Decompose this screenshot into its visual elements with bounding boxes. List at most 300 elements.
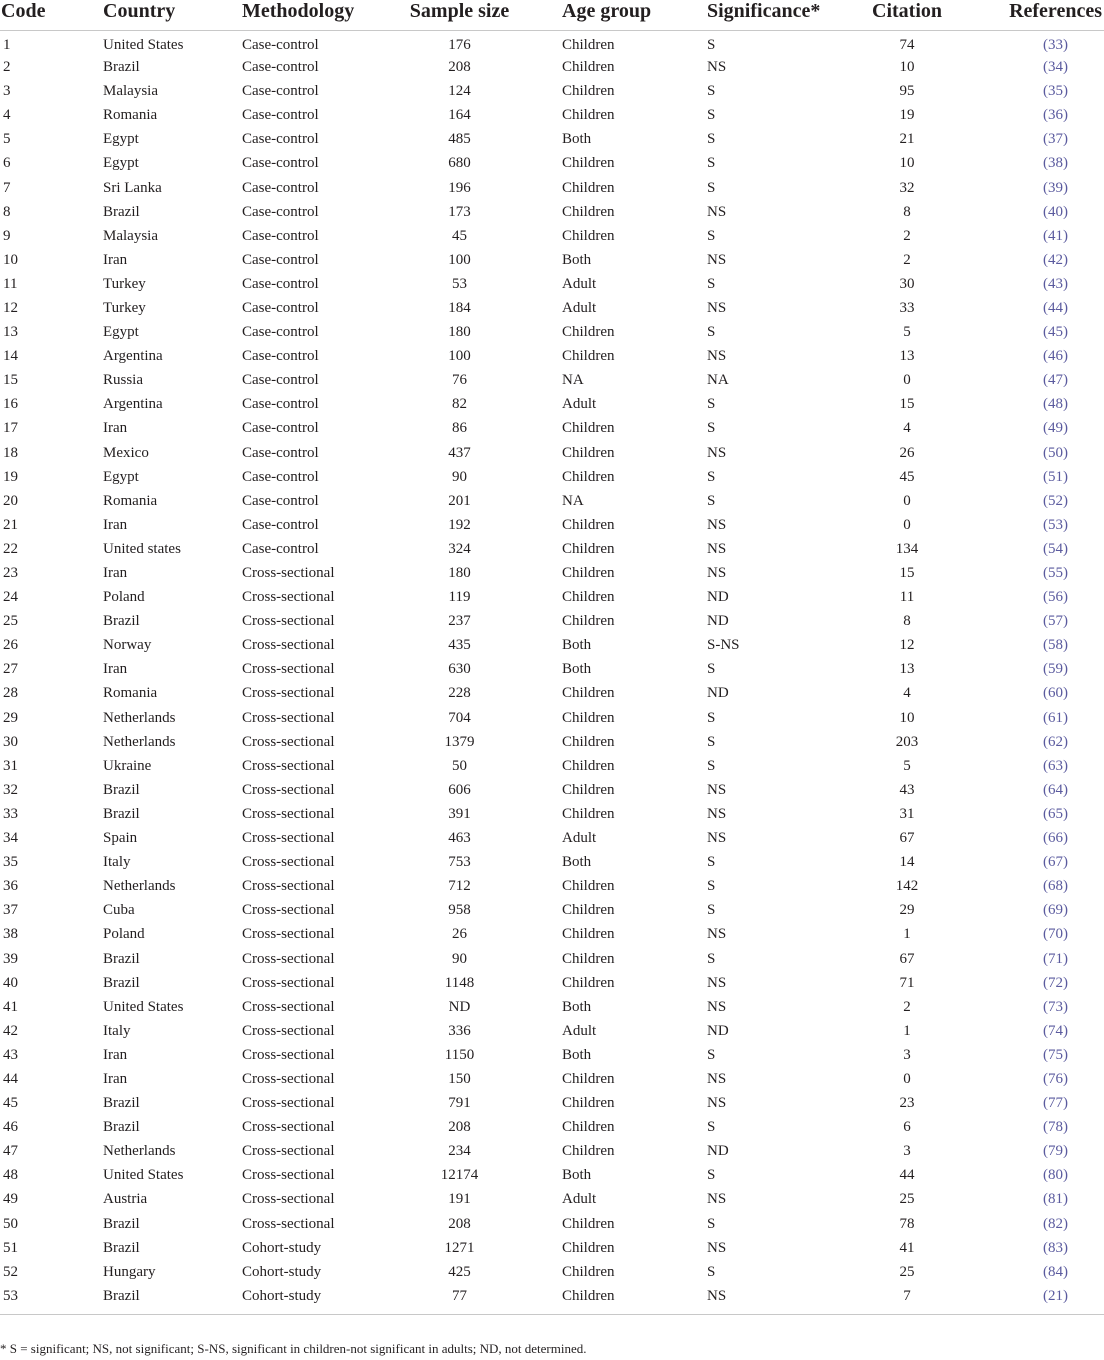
cell-country: Cuba (103, 902, 135, 919)
cell-code: 52 (3, 1263, 18, 1280)
cell-reference-link[interactable]: (56) (1043, 589, 1068, 606)
cell-country: United States (103, 37, 184, 53)
cell-age-group: NA (562, 372, 584, 389)
cell-significance: S (707, 83, 716, 100)
table-row (0, 585, 1104, 609)
cell-methodology: Cross-sectional (242, 974, 335, 991)
cell-methodology: Case-control (242, 324, 319, 341)
cell-reference-link[interactable]: (66) (1043, 830, 1068, 847)
table-row (0, 151, 1104, 175)
cell-code: 44 (3, 1070, 18, 1087)
cell-country: Poland (103, 926, 145, 943)
cell-age-group: Children (562, 1239, 615, 1256)
cell-significance: S (707, 709, 716, 726)
cell-country: Austria (103, 1191, 148, 1208)
cell-methodology: Case-control (242, 107, 319, 124)
cell-citation: 4 (903, 685, 911, 702)
table-row (0, 681, 1104, 705)
cell-reference-link[interactable]: (37) (1043, 131, 1068, 148)
cell-sample-size: 630 (448, 661, 471, 678)
cell-reference-link[interactable]: (67) (1043, 854, 1068, 871)
table-row (0, 1212, 1104, 1236)
cell-citation: 3 (903, 1046, 911, 1063)
cell-country: Spain (103, 830, 138, 847)
cell-reference-link[interactable]: (72) (1043, 974, 1068, 991)
cell-citation: 15 (899, 565, 915, 582)
cell-age-group: Children (562, 565, 615, 582)
cell-code: 27 (3, 661, 18, 678)
cell-citation: 3 (903, 1143, 911, 1160)
cell-country: Brazil (103, 950, 140, 967)
cell-sample-size: 435 (448, 637, 471, 654)
cell-sample-size: ND (448, 998, 471, 1015)
cell-significance: S (707, 854, 716, 871)
cell-code: 35 (3, 854, 18, 871)
cell-reference-link[interactable]: (64) (1043, 781, 1068, 798)
cell-sample-size: 77 (452, 1287, 467, 1304)
cell-sample-size: 50 (452, 757, 467, 774)
cell-methodology: Case-control (242, 155, 319, 172)
cell-code: 10 (3, 251, 18, 268)
cell-methodology: Case-control (242, 396, 319, 413)
cell-significance: NS (707, 444, 727, 461)
cell-country: Argentina (103, 348, 163, 365)
cell-citation: 74 (899, 37, 915, 53)
table-row (0, 55, 1104, 79)
cell-code: 17 (3, 420, 18, 437)
cell-age-group: Both (562, 1046, 592, 1063)
table-row (0, 1260, 1104, 1284)
cell-citation: 142 (895, 878, 919, 895)
cell-code: 33 (3, 805, 18, 822)
cell-country: Mexico (103, 444, 149, 461)
cell-age-group: Children (562, 685, 615, 702)
cell-country: United states (103, 540, 181, 557)
cell-significance: S (707, 1119, 716, 1136)
cell-age-group: Children (562, 59, 615, 76)
cell-methodology: Case-control (242, 59, 319, 76)
cell-citation: 6 (903, 1119, 911, 1136)
header-citation: Citation (872, 0, 942, 22)
cell-citation: 95 (899, 83, 915, 100)
cell-reference-link[interactable]: (71) (1043, 950, 1068, 967)
cell-code: 13 (3, 324, 18, 341)
cell-reference-link[interactable]: (39) (1043, 179, 1068, 196)
cell-citation: 11 (899, 589, 915, 606)
cell-methodology: Case-control (242, 540, 319, 557)
table-row (0, 296, 1104, 320)
cell-citation: 43 (899, 781, 915, 798)
cell-country: Brazil (103, 1095, 140, 1112)
table-row (0, 489, 1104, 513)
cell-methodology: Case-control (242, 203, 319, 220)
cell-code: 39 (3, 950, 18, 967)
cell-reference-link[interactable]: (65) (1043, 805, 1068, 822)
cell-citation: 14 (899, 854, 915, 871)
cell-sample-size: 463 (448, 830, 471, 847)
cell-reference-link[interactable]: (78) (1043, 1119, 1068, 1136)
cell-reference-link[interactable]: (60) (1043, 685, 1068, 702)
cell-age-group: Children (562, 974, 615, 991)
cell-reference-link[interactable]: (80) (1043, 1167, 1068, 1184)
cell-sample-size: 124 (448, 83, 471, 100)
cell-reference-link[interactable]: (42) (1043, 251, 1068, 268)
cell-sample-size: 191 (448, 1191, 471, 1208)
cell-methodology: Cross-sectional (242, 830, 335, 847)
cell-sample-size: 336 (448, 1022, 471, 1039)
cell-citation: 203 (895, 733, 919, 750)
cell-reference-link[interactable]: (68) (1043, 878, 1068, 895)
cell-code: 50 (3, 1215, 18, 1232)
cell-age-group: Children (562, 444, 615, 461)
table-row (0, 1043, 1104, 1067)
cell-significance: S (707, 733, 716, 750)
cell-significance: S (707, 107, 716, 124)
cell-methodology: Cross-sectional (242, 805, 335, 822)
cell-significance: ND (707, 685, 729, 702)
cell-reference-link[interactable]: (75) (1043, 1046, 1068, 1063)
cell-citation: 4 (903, 420, 911, 437)
cell-reference-link[interactable]: (47) (1043, 372, 1068, 389)
table-row (0, 826, 1104, 850)
cell-reference-link[interactable]: (76) (1043, 1070, 1068, 1087)
cell-age-group: Children (562, 1215, 615, 1232)
table-row (0, 850, 1104, 874)
cell-citation: 1 (903, 1022, 911, 1039)
cell-significance: S (707, 179, 716, 196)
cell-age-group: Both (562, 131, 592, 148)
table-row (0, 175, 1104, 199)
table-row (0, 971, 1104, 995)
cell-significance: S (707, 155, 716, 172)
cell-significance: S-NS (707, 637, 740, 654)
cell-country: Egypt (103, 155, 139, 172)
cell-code: 19 (3, 468, 18, 485)
cell-significance: NS (707, 565, 727, 582)
cell-reference-link[interactable]: (70) (1043, 926, 1068, 943)
table-row (0, 1019, 1104, 1043)
cell-methodology: Cross-sectional (242, 637, 335, 654)
cell-code: 36 (3, 878, 18, 895)
cell-country: Brazil (103, 203, 140, 220)
cell-reference-link[interactable]: (82) (1043, 1215, 1068, 1232)
cell-significance: S (707, 468, 716, 485)
cell-country: Brazil (103, 805, 140, 822)
cell-code: 37 (3, 902, 18, 919)
cell-significance: S (707, 1167, 716, 1184)
cell-methodology: Case-control (242, 420, 319, 437)
cell-methodology: Cross-sectional (242, 1095, 335, 1112)
cell-reference-link[interactable]: (54) (1043, 540, 1068, 557)
cell-significance: NS (707, 1191, 727, 1208)
cell-code: 53 (3, 1287, 18, 1304)
cell-methodology: Cross-sectional (242, 950, 335, 967)
table-row (0, 609, 1104, 633)
cell-methodology: Cross-sectional (242, 1191, 335, 1208)
cell-significance: S (707, 324, 716, 341)
table-row (0, 200, 1104, 224)
cell-age-group: Children (562, 155, 615, 172)
cell-citation: 7 (903, 1287, 911, 1304)
cell-reference-link[interactable]: (81) (1043, 1191, 1068, 1208)
cell-age-group: Both (562, 251, 592, 268)
cell-sample-size: 712 (448, 878, 471, 895)
cell-reference-link[interactable]: (35) (1043, 83, 1068, 100)
cell-reference-link[interactable]: (51) (1043, 468, 1068, 485)
cell-citation: 134 (895, 540, 919, 557)
cell-country: Ukraine (103, 757, 152, 774)
cell-reference-link[interactable]: (73) (1043, 998, 1068, 1015)
cell-code: 28 (3, 685, 18, 702)
cell-reference-link[interactable]: (63) (1043, 757, 1068, 774)
cell-significance: ND (707, 1022, 729, 1039)
cell-significance: S (707, 878, 716, 895)
cell-code: 49 (3, 1191, 18, 1208)
cell-methodology: Cross-sectional (242, 878, 335, 895)
cell-reference-link[interactable]: (79) (1043, 1143, 1068, 1160)
cell-methodology: Cross-sectional (242, 757, 335, 774)
cell-significance: NS (707, 781, 727, 798)
cell-country: Poland (103, 589, 145, 606)
cell-age-group: Children (562, 733, 615, 750)
cell-age-group: Adult (562, 396, 597, 413)
table-row (0, 874, 1104, 898)
cell-sample-size: 53 (452, 275, 467, 292)
cell-sample-size: 180 (448, 565, 471, 582)
cell-reference-link[interactable]: (84) (1043, 1263, 1068, 1280)
cell-reference-link[interactable]: (38) (1043, 155, 1068, 172)
cell-country: Turkey (103, 275, 146, 292)
cell-reference-link[interactable]: (74) (1043, 1022, 1068, 1039)
table-row (0, 706, 1104, 730)
cell-code: 31 (3, 757, 18, 774)
cell-age-group: Children (562, 878, 615, 895)
cell-citation: 10 (899, 59, 915, 76)
cell-sample-size: 1379 (444, 733, 475, 750)
cell-significance: S (707, 227, 716, 244)
cell-citation: 13 (899, 348, 915, 365)
cell-significance: NS (707, 998, 727, 1015)
cell-code: 24 (3, 589, 18, 606)
table-row (0, 1139, 1104, 1163)
table-row (0, 465, 1104, 489)
cell-reference-link[interactable]: (49) (1043, 420, 1068, 437)
table-row (0, 922, 1104, 946)
cell-significance: NS (707, 1070, 727, 1087)
cell-sample-size: 173 (448, 203, 471, 220)
cell-citation: 2 (903, 227, 911, 244)
cell-country: Brazil (103, 1215, 140, 1232)
header-code: Code (1, 0, 46, 22)
cell-code: 20 (3, 492, 18, 509)
cell-sample-size: 12174 (440, 1167, 479, 1184)
cell-reference-link[interactable]: (83) (1043, 1239, 1068, 1256)
cell-country: Malaysia (103, 83, 158, 100)
cell-age-group: Both (562, 854, 592, 871)
cell-age-group: Both (562, 1167, 592, 1184)
cell-age-group: Children (562, 324, 615, 341)
cell-citation: 5 (903, 324, 911, 341)
cell-citation: 23 (899, 1095, 915, 1112)
cell-reference-link[interactable]: (36) (1043, 107, 1068, 124)
cell-code: 21 (3, 516, 18, 533)
cell-age-group: Both (562, 998, 592, 1015)
cell-reference-link[interactable]: (41) (1043, 227, 1068, 244)
cell-sample-size: 192 (448, 516, 471, 533)
cell-citation: 8 (903, 613, 911, 630)
cell-sample-size: 201 (448, 492, 471, 509)
cell-reference-link[interactable]: (58) (1043, 637, 1068, 654)
cell-code: 15 (3, 372, 18, 389)
cell-citation: 78 (899, 1215, 915, 1232)
cell-methodology: Case-control (242, 275, 319, 292)
cell-sample-size: 958 (448, 902, 471, 919)
cell-country: Romania (103, 685, 158, 702)
cell-significance: S (707, 1215, 716, 1232)
cell-age-group: Children (562, 1119, 615, 1136)
cell-country: Russia (103, 372, 144, 389)
table-row (0, 898, 1104, 922)
cell-significance: S (707, 37, 716, 53)
cell-country: Netherlands (103, 878, 176, 895)
cell-citation: 33 (899, 299, 915, 316)
header-sample-size: Sample size (409, 0, 510, 22)
cell-reference-link[interactable]: (61) (1043, 709, 1068, 726)
cell-age-group: Adult (562, 1191, 597, 1208)
cell-methodology: Cohort-study (242, 1239, 322, 1256)
cell-sample-size: 196 (448, 179, 471, 196)
cell-citation: 8 (903, 203, 911, 220)
cell-age-group: Children (562, 107, 615, 124)
cell-reference-link[interactable]: (21) (1043, 1287, 1068, 1304)
cell-country: Brazil (103, 1287, 140, 1304)
cell-country: Netherlands (103, 733, 176, 750)
cell-sample-size: 324 (448, 540, 471, 557)
cell-reference-link[interactable]: (43) (1043, 275, 1068, 292)
table-row (0, 730, 1104, 754)
cell-code: 9 (3, 227, 11, 244)
cell-age-group: Both (562, 637, 592, 654)
cell-code: 25 (3, 613, 18, 630)
cell-age-group: NA (562, 492, 584, 509)
cell-age-group: Adult (562, 299, 597, 316)
cell-significance: ND (707, 613, 729, 630)
cell-reference-link[interactable]: (69) (1043, 902, 1068, 919)
cell-reference-link[interactable]: (48) (1043, 396, 1068, 413)
cell-methodology: Cross-sectional (242, 998, 335, 1015)
cell-significance: NS (707, 516, 727, 533)
table-row (0, 272, 1104, 296)
cell-citation: 29 (899, 902, 915, 919)
cell-citation: 32 (899, 179, 915, 196)
cell-methodology: Cross-sectional (242, 1215, 335, 1232)
table-row (0, 103, 1104, 127)
cell-citation: 25 (899, 1263, 915, 1280)
cell-code: 30 (3, 733, 18, 750)
cell-citation: 10 (899, 709, 915, 726)
cell-age-group: Children (562, 781, 615, 798)
cell-reference-link[interactable]: (62) (1043, 733, 1068, 750)
cell-reference-link[interactable]: (46) (1043, 348, 1068, 365)
cell-methodology: Case-control (242, 372, 319, 389)
cell-reference-link[interactable]: (44) (1043, 299, 1068, 316)
cell-reference-link[interactable]: (45) (1043, 324, 1068, 341)
cell-age-group: Children (562, 203, 615, 220)
cell-methodology: Case-control (242, 251, 319, 268)
cell-age-group: Children (562, 950, 615, 967)
cell-sample-size: 86 (452, 420, 467, 437)
cell-age-group: Children (562, 613, 615, 630)
cell-reference-link[interactable]: (77) (1043, 1095, 1068, 1112)
table-row (0, 1067, 1104, 1091)
header-country: Country (103, 0, 176, 22)
cell-citation: 41 (899, 1239, 915, 1256)
cell-country: Norway (103, 637, 152, 654)
table-row (0, 1163, 1104, 1187)
cell-sample-size: 234 (448, 1143, 471, 1160)
cell-code: 42 (3, 1022, 18, 1039)
cell-sample-size: 26 (452, 926, 467, 943)
table-row (0, 31, 1104, 56)
cell-reference-link[interactable]: (40) (1043, 203, 1068, 220)
cell-methodology: Cross-sectional (242, 1167, 335, 1184)
cell-citation: 71 (899, 974, 915, 991)
cell-reference-link[interactable]: (59) (1043, 661, 1068, 678)
cell-methodology: Cross-sectional (242, 926, 335, 943)
cell-code: 8 (3, 203, 11, 220)
cell-sample-size: 100 (448, 348, 471, 365)
cell-significance: NS (707, 1095, 727, 1112)
cell-significance: NS (707, 540, 727, 557)
table-row (0, 561, 1104, 585)
cell-age-group: Children (562, 1095, 615, 1112)
cell-citation: 31 (899, 805, 915, 822)
table-row (0, 392, 1104, 416)
cell-reference-link[interactable]: (50) (1043, 444, 1068, 461)
cell-sample-size: 76 (452, 372, 467, 389)
cell-citation: 21 (899, 131, 915, 148)
cell-methodology: Case-control (242, 468, 319, 485)
cell-reference-link[interactable]: (53) (1043, 516, 1068, 533)
cell-age-group: Children (562, 1070, 615, 1087)
header-row (0, 0, 1104, 31)
cell-methodology: Cross-sectional (242, 661, 335, 678)
cell-citation: 67 (899, 830, 915, 847)
cell-reference-link[interactable]: (33) (1043, 37, 1068, 53)
cell-citation: 2 (903, 251, 911, 268)
cell-methodology: Cross-sectional (242, 1143, 335, 1160)
cell-country: United States (103, 998, 184, 1015)
cell-reference-link[interactable]: (57) (1043, 613, 1068, 630)
cell-significance: S (707, 275, 716, 292)
cell-reference-link[interactable]: (55) (1043, 565, 1068, 582)
cell-citation: 25 (899, 1191, 915, 1208)
cell-code: 41 (3, 998, 18, 1015)
cell-code: 2 (3, 59, 11, 76)
cell-age-group: Children (562, 227, 615, 244)
cell-age-group: Children (562, 589, 615, 606)
cell-citation: 0 (903, 372, 911, 389)
cell-sample-size: 228 (448, 685, 471, 702)
cell-code: 16 (3, 396, 18, 413)
cell-reference-link[interactable]: (34) (1043, 59, 1068, 76)
cell-methodology: Cross-sectional (242, 1022, 335, 1039)
cell-reference-link[interactable]: (52) (1043, 492, 1068, 509)
cell-sample-size: 100 (448, 251, 471, 268)
table-body (0, 31, 1104, 1315)
cell-age-group: Children (562, 179, 615, 196)
cell-country: Iran (103, 1070, 128, 1087)
